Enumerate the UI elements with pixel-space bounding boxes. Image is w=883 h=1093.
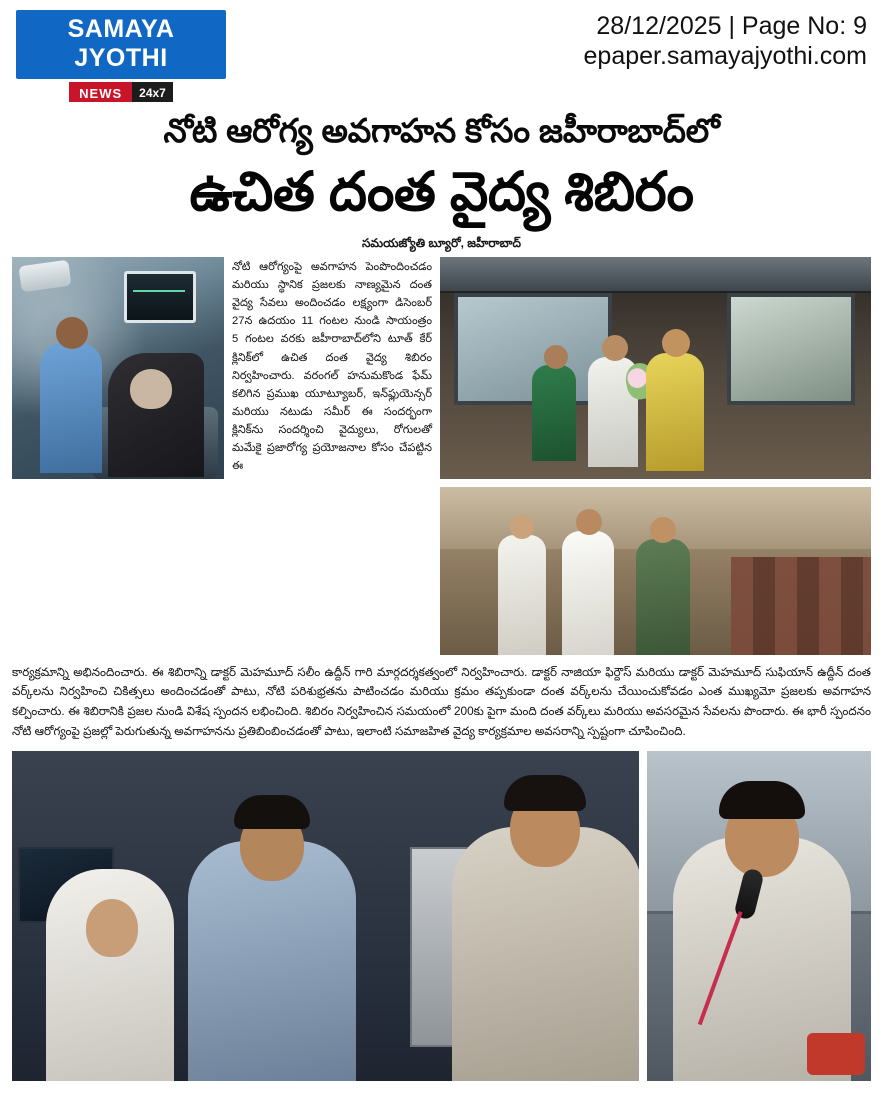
woman-figure-shape: [46, 869, 174, 1081]
red-object-shape: [807, 1033, 865, 1075]
organisers-group-photo: [12, 751, 639, 1081]
article-body-text: కార్యక్రమాన్ని అభినందించారు. ఈ శిబిరాన్ని డాక్టర్ మెహమూద్ సలీం ఉద్దీన్ గారి మార్గదర్శకత్వంలో నిర్వహించారు. డాక్టర్ నాజియా ఫిర్దౌస్ మరియు డాక్టర్ మెహమూద్ సుఫియాన్ ఉద్దీన్ దంత వర్క్‌లను నిర్వహించి చికిత్సలు అందించడంతో పాటు, నోటి పరిశుభ్రతను పాటించడం మరియు క్రమం తప్పకుండా దంత వర్క్‌లను చేయించుకోవడం ఎంత ముఖ్యమో ప్రజలకు అవగాహన కల్పించారు. ఈ శిబిరానికి ప్రజల నుండి విశేష స్పందన లభించింది. శిబిరం నిర్వహించిన సమయంలో 200కు పైగా మంది దంత వర్క్‌లు మరియు అవసరమైన సేవలను పొందారు. ఈ భారీ స్పందనం నోటి ఆరోగ్యంపై ప్రజల్లో పెరుగుతున్న అవగాహనను ప్రతిబింబించడంతో పాటు, ఇలాంటి సమాజహిత వైద్య కార్యక్రమాల అవసరాన్ని స్పష్టంగా చూపించింది.: [12, 664, 871, 738]
camp-person-3-shape: [636, 539, 690, 655]
bottom-photo-row: [0, 741, 883, 1093]
man-figure-2-shape: [452, 827, 639, 1081]
header-meta: [584, 10, 867, 71]
indoor-camp-photo: [440, 487, 871, 655]
shop-signboard-shape: [440, 257, 871, 293]
dental-lamp-shape: [18, 260, 71, 293]
article-top-grid: [0, 257, 883, 655]
headline-line-1: నోటి ఆరోగ్య అవగాహన కోసం జహీరాబాద్‌లో: [163, 112, 720, 149]
man-figure-1-shape: [188, 841, 356, 1081]
epaper-url[interactable]: epaper.samayajyothi.com: [583, 41, 867, 70]
headline-line-2: ఉచిత దంత వైద్య శిబిరం: [189, 161, 694, 222]
logo-subtitle: [69, 82, 173, 102]
monitor-shape: [124, 271, 196, 323]
speaker-photo: [647, 751, 871, 1081]
person-yellow-shape: [646, 353, 704, 471]
byline: సమయజ్యోతి బ్యూరో, జహీరాబాద్: [361, 235, 522, 250]
shop-window-right-shape: [727, 293, 855, 405]
article-first-column: నోటి ఆరోగ్యంపై అవగాహన పెంపొందించడం మరియు స్థానిక ప్రజలకు నాణ్యమైన దంత వైద్య సేవలు అందించడం లక్ష్యంగా డిసెంబర్ 27న ఉదయం 11 గంటల నుండి సాయంత్రం 5 గంటల వరకు జహీరాబాద్‌లోని టూత్ కేర్ క్లినిక్‌లో ఉచిత దంత వైద్య శిబిరం నిర్వహించారు. వరంగల్ హనుమకొండ ఫేమ్ కలిగిన ప్రముఖ యూట్యూబర్, ఇన్‌ఫ్లుయెన్సర్ మరియు నటుడు సమీర్ ఈ సందర్భంగా క్లినిక్‌ను సందర్శించి వైద్యులు, రోగులతో మమేకై ప్రజారోగ్య ప్రయోజనాల కోసం చేపట్టిన ఈ: [232, 260, 432, 473]
photo-column-left: [12, 257, 224, 479]
camp-chairs-shape: [731, 557, 871, 655]
logo-news-label: NEWS: [69, 82, 132, 102]
headline-block: [0, 106, 883, 228]
date-and-page: 28/12/2025 | Page No: 9: [596, 12, 867, 40]
dental-chair-photo: [12, 257, 224, 479]
patient-figure-shape: [108, 353, 204, 477]
logo-247-label: 24x7: [132, 82, 173, 102]
masthead-logo: [16, 10, 226, 102]
photo-column-right: [440, 257, 871, 655]
person-green-shape: [532, 365, 576, 461]
camp-person-1-shape: [498, 535, 546, 655]
camp-person-2-shape: [562, 531, 614, 655]
page-header: [0, 0, 883, 106]
doctor-figure-shape: [40, 343, 102, 473]
logo-title: SAMAYA JYOTHI: [16, 10, 226, 79]
clinic-entrance-photo: [440, 257, 871, 479]
